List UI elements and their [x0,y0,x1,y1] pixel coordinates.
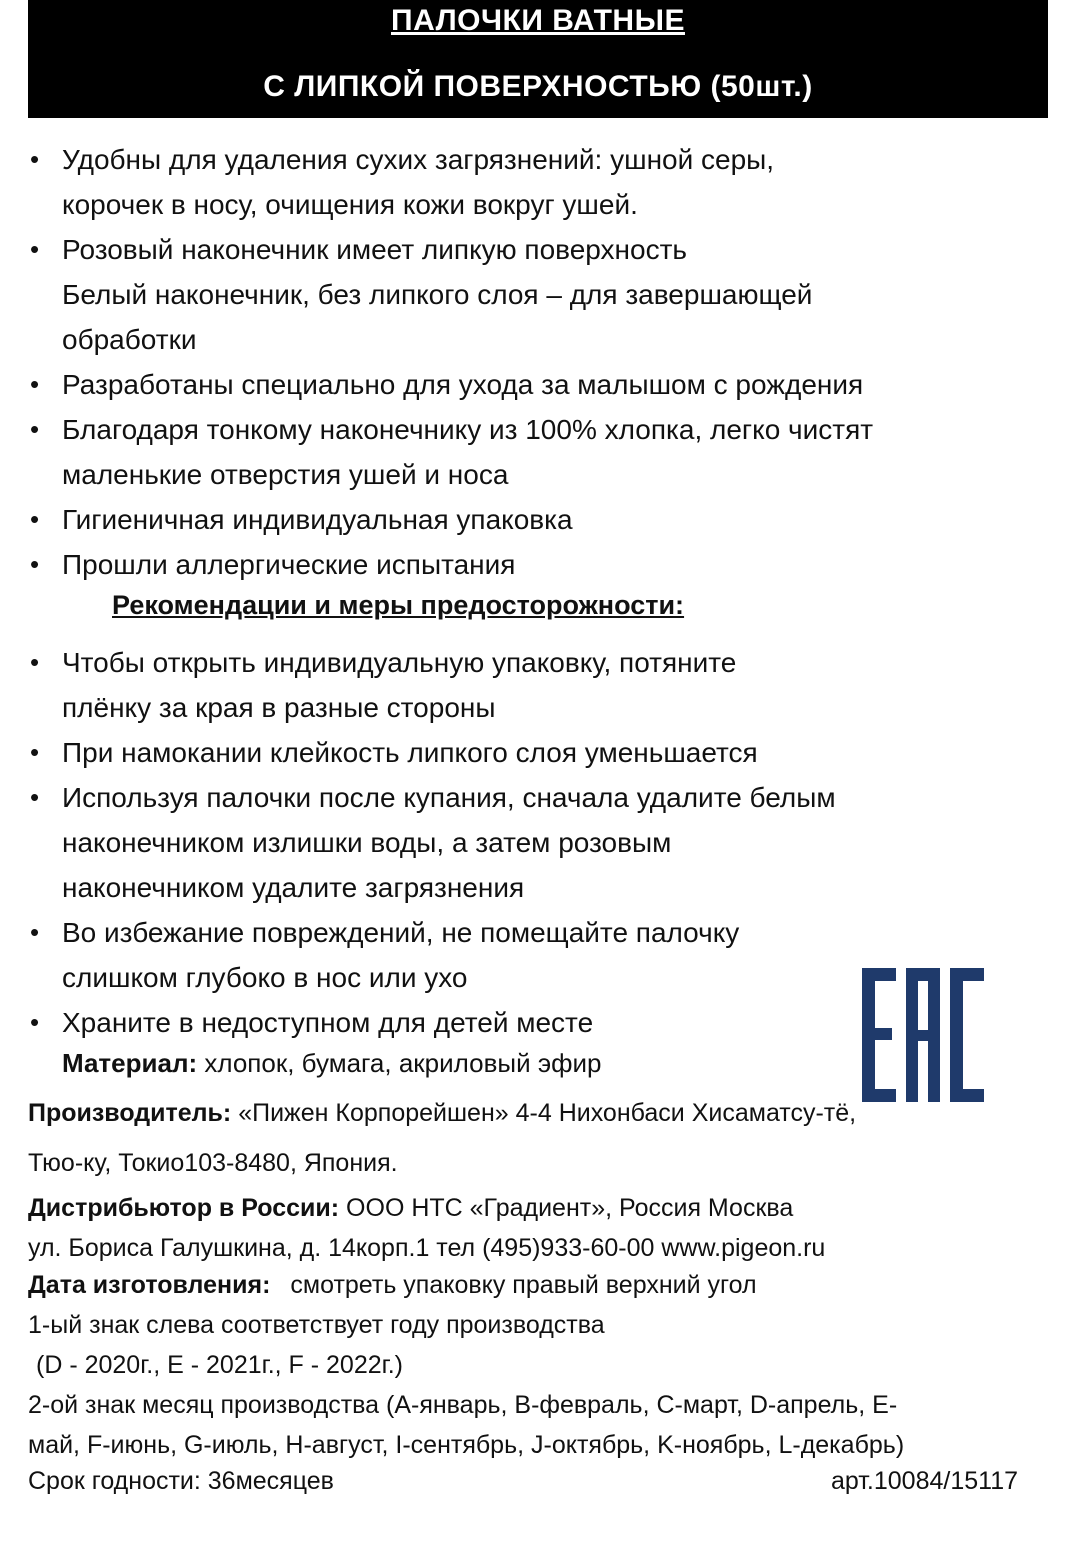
manufacturer-block [28,1093,1073,1183]
feature-item-line: Прошли аллергические испытания [62,549,516,580]
feature-item-line: обработки [62,324,197,355]
recommendation-item-line: Чтобы открыть индивидуальную упаковку, потяните [62,647,737,678]
month-code-line-1: 2-ой знак месяц производства (A-январь, B-февраль, C-март, D-апрель, E- [28,1391,898,1419]
bullet-icon: • [30,504,40,534]
feature-item [0,407,1060,497]
manufacturer-line-1 [28,1093,1073,1133]
recommendation-item-line: При намокании клейкость липкого слоя уменьшается [62,737,758,768]
recommendation-item [0,640,1060,730]
bullet-icon: • [30,647,40,677]
shelf-life: Срок годности: 36месяцев [28,1467,334,1495]
bullet-icon: • [30,782,40,812]
feature-item-line: маленькие отверстия ушей и носа [62,459,509,490]
distributor-block [28,1188,1073,1268]
bullet-icon: • [30,414,40,444]
distributor-label: Дистрибьютор в России: [28,1194,340,1222]
distributor-company: ООО НТС «Градиент», Россия Москва [346,1194,794,1222]
feature-item-line: корочек в носу, очищения кожи вокруг ушей. [62,189,638,220]
recommendation-item [0,775,1060,910]
distributor-line-1 [28,1188,1073,1228]
month-code-line-2: май, F-июнь, G-июль, H-август, I-сентябрь, J-октябрь, K-ноябрь, L-декабрь) [28,1431,905,1459]
manufacturer-address-2: Тюо-ку, Токио103-8480, Япония. [28,1149,398,1177]
title-line-1: ПАЛОЧКИ ВАТНЫЕ [391,4,685,37]
feature-item [0,542,1060,587]
manufacture-date-value: смотреть упаковку правый верхний угол [290,1271,757,1299]
recommendation-item [0,730,1060,775]
feature-item-line: Разработаны специально для ухода за малышом с рождения [62,369,864,400]
bullet-icon: • [30,369,40,399]
recommendation-item-line: Храните в недоступном для детей месте [62,1007,594,1038]
footer-row [28,1467,1018,1496]
distributor-address: ул. Бориса Галушкина, д. 14корп.1 тел (495)933-60-00 www.pigeon.ru [28,1234,826,1262]
recommendations-heading: Рекомендации и меры предосторожности: [112,590,685,620]
recommendation-item-line: плёнку за края в разные стороны [62,692,496,723]
material-line [62,1048,601,1079]
eac-mark-icon [862,968,984,1102]
feature-item-line: Благодаря тонкому наконечнику из 100% хлопка, легко чистят [62,414,874,445]
feature-item-line: Гигиеничная индивидуальная упаковка [62,504,573,535]
recommendation-item-line: Используя палочки после купания, сначала удалите белым [62,782,836,813]
manufacture-date-block [28,1265,1073,1465]
title-line-2: С ЛИПКОЙ ПОВЕРХНОСТЬЮ (50шт.) [263,70,813,103]
feature-item [0,137,1060,227]
feature-item-line: Удобны для удаления сухих загрязнений: ушной серы, [62,144,775,175]
features-list [0,137,1060,587]
bullet-icon: • [30,144,40,174]
bullet-icon: • [30,1007,40,1037]
manufacture-date-line [28,1265,1073,1305]
feature-item-line: Розовый наконечник имеет липкую поверхность [62,234,687,265]
bullet-icon: • [30,234,40,264]
recommendation-item-line: наконечником излишки воды, а затем розовым [62,827,672,858]
feature-item [0,227,1060,362]
bullet-icon: • [30,549,40,579]
recommendation-item-line: слишком глубоко в нос или ухо [62,962,468,993]
material-value: хлопок, бумага, акриловый эфир [204,1048,602,1078]
bullet-icon: • [30,737,40,767]
recommendation-item-line: наконечником удалите загрязнения [62,872,525,903]
feature-item-line: Белый наконечник, без липкого слоя – для завершающей [62,279,813,310]
title-banner [28,0,1048,118]
year-code-legend: (D - 2020г., E - 2021г., F - 2022г.) [36,1351,403,1379]
recommendation-item-line: Во избежание повреждений, не помещайте палочку [62,917,740,948]
material-label: Материал: [62,1048,198,1078]
manufacture-date-label: Дата изготовления: [28,1271,271,1299]
manufacturer-label: Производитель: [28,1099,232,1127]
article-number: арт.10084/15117 [830,1467,1018,1495]
manufacturer-address-1: «Пижен Корпорейшен» 4-4 Нихонбаси Хисаматсу-тё, [238,1099,857,1127]
year-code-line: 1-ый знак слева соответствует году производства [28,1311,605,1339]
feature-item [0,497,1060,542]
bullet-icon: • [30,917,40,947]
feature-item [0,362,1060,407]
